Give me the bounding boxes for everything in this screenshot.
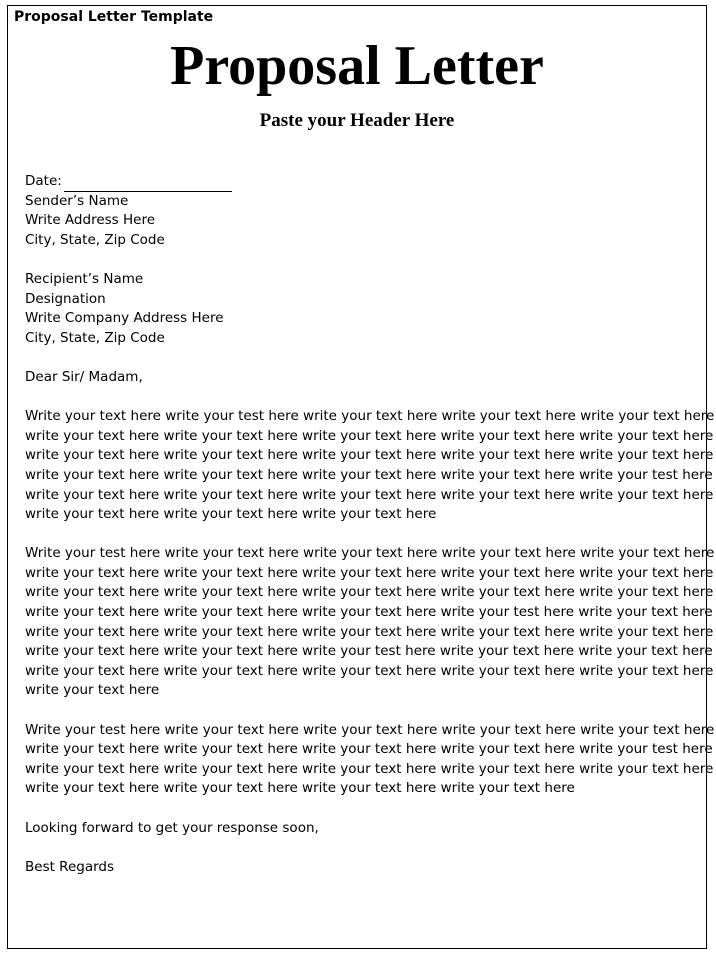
paragraph-2-line: write your text here write your text here write your text here write your text here write your text here [25,564,714,581]
date-row [25,172,695,192]
paragraph-1-line: write your text here write your text here write your text here write your text here write your text here [25,447,714,464]
letter-title: Proposal Letter [170,35,544,97]
date-label: Date: [25,173,62,189]
header-placeholder: Paste your Header Here [259,110,455,131]
paragraph-3-line: write your text here write your text here write your text here write your text here [25,780,575,797]
paragraph-1-line: write your text here write your text here write your text here write your text here write your text here [25,486,714,503]
paragraph-2-line: write your text here write your text here write your text here write your text here write your text here [25,623,714,640]
closing-line: Looking forward to get your response soon, [25,819,319,836]
paragraph-2-line: write your text here [25,682,160,699]
recipient-address: Write Company Address Here [25,310,224,327]
recipient-city: City, State, Zip Code [25,329,165,346]
date-blank-line [64,177,232,192]
paragraph-1-line: Write your text here write your test here write your text here write your text here write your text here [25,408,715,425]
paragraph-3-line: Write your test here write your text here write your text here write your text here write your text here [25,721,715,738]
recipient-designation: Designation [25,290,106,307]
sender-city: City, State, Zip Code [25,231,165,248]
paragraph-2-line: write your text here write your text here write your test here write your text here write your text here [25,643,713,660]
paragraph-1-line: write your text here write your text here write your text here write your text here write your text here [25,427,714,444]
paragraph-1-line: write your text here write your text here write your text here write your text here write your test here [25,466,713,483]
template-label: Proposal Letter Template [14,9,214,25]
letter-page [7,5,715,949]
recipient-name: Recipient’s Name [25,270,144,287]
sender-address: Write Address Here [25,212,156,229]
sign-off: Best Regards [25,858,115,875]
paragraph-2-line: write your text here write your text here write your text here write your text here write your text here [25,662,714,679]
paragraph-3-line: write your text here write your text here write your text here write your text here write your text here [25,760,714,777]
salutation: Dear Sir/ Madam, [25,368,143,385]
paragraph-1-line: write your text here write your text here write your text here [25,506,437,523]
paragraph-2-line: Write your test here write your text here write your text here write your text here write your text here [25,545,715,562]
paragraph-2-line: write your text here write your text here write your text here write your test here write your text here [25,604,713,621]
paragraph-2-line: write your text here write your text here write your text here write your text here write your text here [25,584,714,601]
paragraph-3-line: write your text here write your text here write your text here write your text here write your test here [25,741,713,758]
letter-body [25,172,715,877]
sender-name: Sender’s Name [25,192,129,209]
